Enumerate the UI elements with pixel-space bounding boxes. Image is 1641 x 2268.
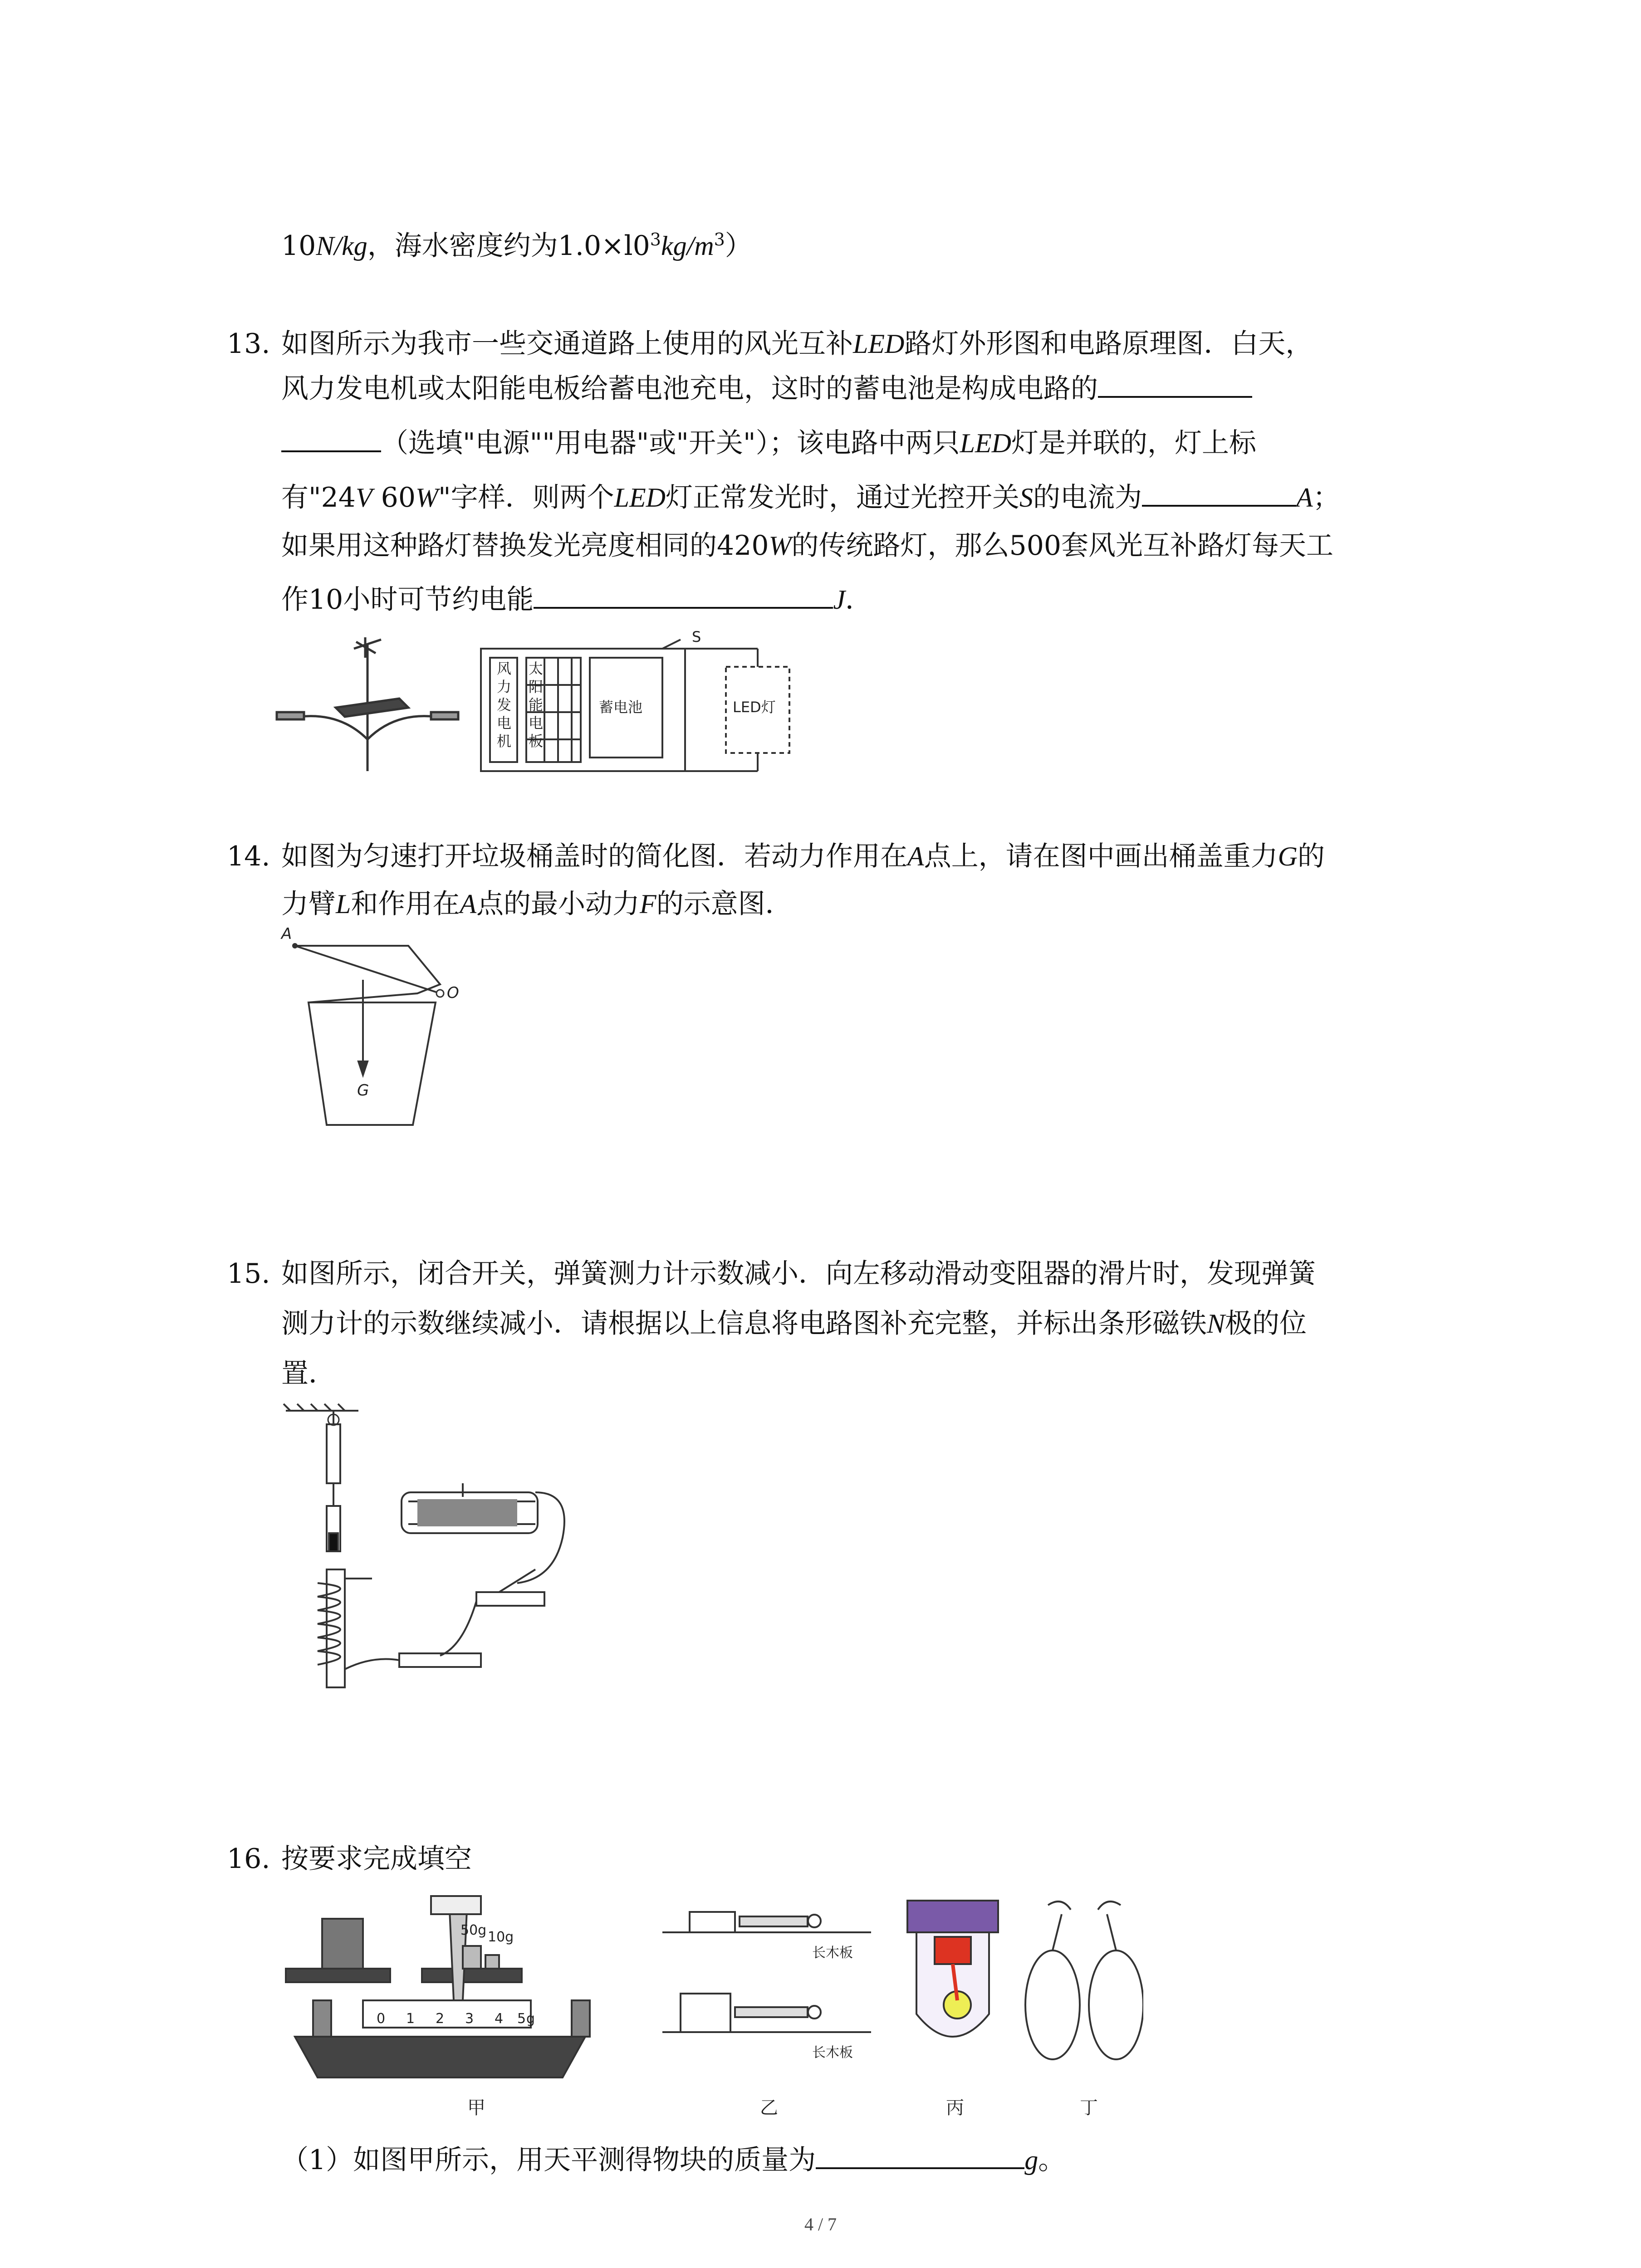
- question-13-number: 13.: [227, 328, 270, 360]
- answer-blank-1b[interactable]: [281, 424, 381, 452]
- q13-figure: [272, 621, 803, 780]
- balance-illustration: [286, 1896, 590, 2077]
- q16-figures: [281, 1887, 1143, 2123]
- page-number: 4 / 7: [804, 2214, 837, 2234]
- gravity-label: G: [357, 1081, 369, 1100]
- board-label-2: 长木板: [812, 2045, 853, 2061]
- q16-title: 按要求完成填空: [281, 1843, 472, 1875]
- q13-line-6: 作10小时可节约电能 J．: [281, 581, 872, 617]
- q13-line-5: 如果用这种路灯替换发光亮度相同的420W的传统路灯，那么500套风光互补路灯每天工: [281, 530, 1334, 562]
- answer-blank-3[interactable]: [534, 581, 833, 609]
- fig-char: 太: [529, 660, 544, 677]
- scale-tick: 4: [495, 2011, 504, 2027]
- q13-line-1: 如图所示为我市一些交通道路上使用的风光互补LED路灯外形图和电路原理图．白天，: [281, 328, 1313, 360]
- figure-label-jia: 甲: [467, 2097, 485, 2118]
- fig-char: 风: [497, 660, 512, 677]
- figure-label-yi: 乙: [760, 2097, 778, 2118]
- continuation-line: 10N/kg，海水密度约为$1.0\times l0^3kg/m^3$）: [281, 230, 752, 262]
- fig-char: 能: [529, 696, 544, 714]
- q14-line-1: 如图为匀速打开垃圾桶盖时的简化图．若动力作用在A点上，请在图中画出桶盖重力G的: [281, 841, 1325, 872]
- q13-line-3: （选填"电源""用电器"或"开关"）；该电路中两只LED灯是并联的，灯上标: [281, 424, 1256, 460]
- q13-line-2: 风力发电机或太阳能电板给蓄电池充电，这时的蓄电池是构成电路的: [281, 370, 1252, 406]
- scale-unit: g: [526, 2011, 535, 2027]
- street-lamp-illustration: [277, 637, 458, 771]
- fig-char: 板: [529, 733, 544, 750]
- q15-line-1: 如图所示，闭合开关，弹簧测力计示数减小．向左移动滑动变阻器的滑片时，发现弹簧: [281, 1258, 1316, 1290]
- question-16-number: 16.: [227, 1843, 270, 1875]
- scale-tick: 1: [406, 2011, 415, 2027]
- fig-char: 力: [497, 678, 512, 695]
- scale-tick: 2: [436, 2011, 445, 2027]
- q14-line-2: 力臂L和作用在A点的最小动力F的示意图．: [281, 888, 793, 920]
- q15-line-2: 测力计的示数继续减小．请根据以上信息将电路图补充完整，并标出条形磁铁N极的位: [281, 1308, 1307, 1339]
- fig-char: 电: [529, 714, 544, 732]
- answer-blank-mass[interactable]: [816, 2141, 1024, 2169]
- figure-label-bing: 丙: [946, 2097, 964, 2118]
- fig-char: 机: [497, 733, 512, 750]
- fig-char: 阳: [529, 678, 544, 695]
- scale-tick: 0: [377, 2011, 386, 2027]
- q14-figure-trash-can: [272, 925, 463, 1134]
- scale-tick: 5: [517, 2011, 526, 2027]
- point-a-label: A: [281, 925, 292, 943]
- fig-char: 电: [497, 714, 512, 732]
- answer-blank-2[interactable]: [1142, 479, 1296, 507]
- fig-char: 发: [497, 696, 512, 714]
- question-14-number: 14.: [227, 841, 270, 872]
- point-o-label: O: [447, 984, 459, 1002]
- question-15-number: 15.: [227, 1258, 270, 1290]
- board-label-1: 长木板: [812, 1945, 853, 1961]
- q13-line-4: 有"24V 60W"字样．则两个LED灯正常发光时，通过光控开关S的电流为 A；: [281, 479, 1340, 515]
- figure-label-ding: 丁: [1080, 2097, 1098, 2118]
- battery-label: 蓄电池: [599, 699, 643, 716]
- q15-line-3: 置．: [281, 1358, 336, 1389]
- q16-part-1: （1）如图甲所示，用天平测得物块的质量为 g。: [281, 2141, 1065, 2177]
- led-label: LED灯: [733, 699, 776, 716]
- switch-label: S: [692, 628, 701, 645]
- answer-blank-1[interactable]: [1098, 370, 1252, 398]
- q15-figure-circuit: [281, 1402, 599, 1692]
- scale-tick: 3: [465, 2011, 474, 2027]
- weight-10g-label: 10g: [488, 1929, 514, 1945]
- weight-50g-label: 50g: [460, 1922, 487, 1938]
